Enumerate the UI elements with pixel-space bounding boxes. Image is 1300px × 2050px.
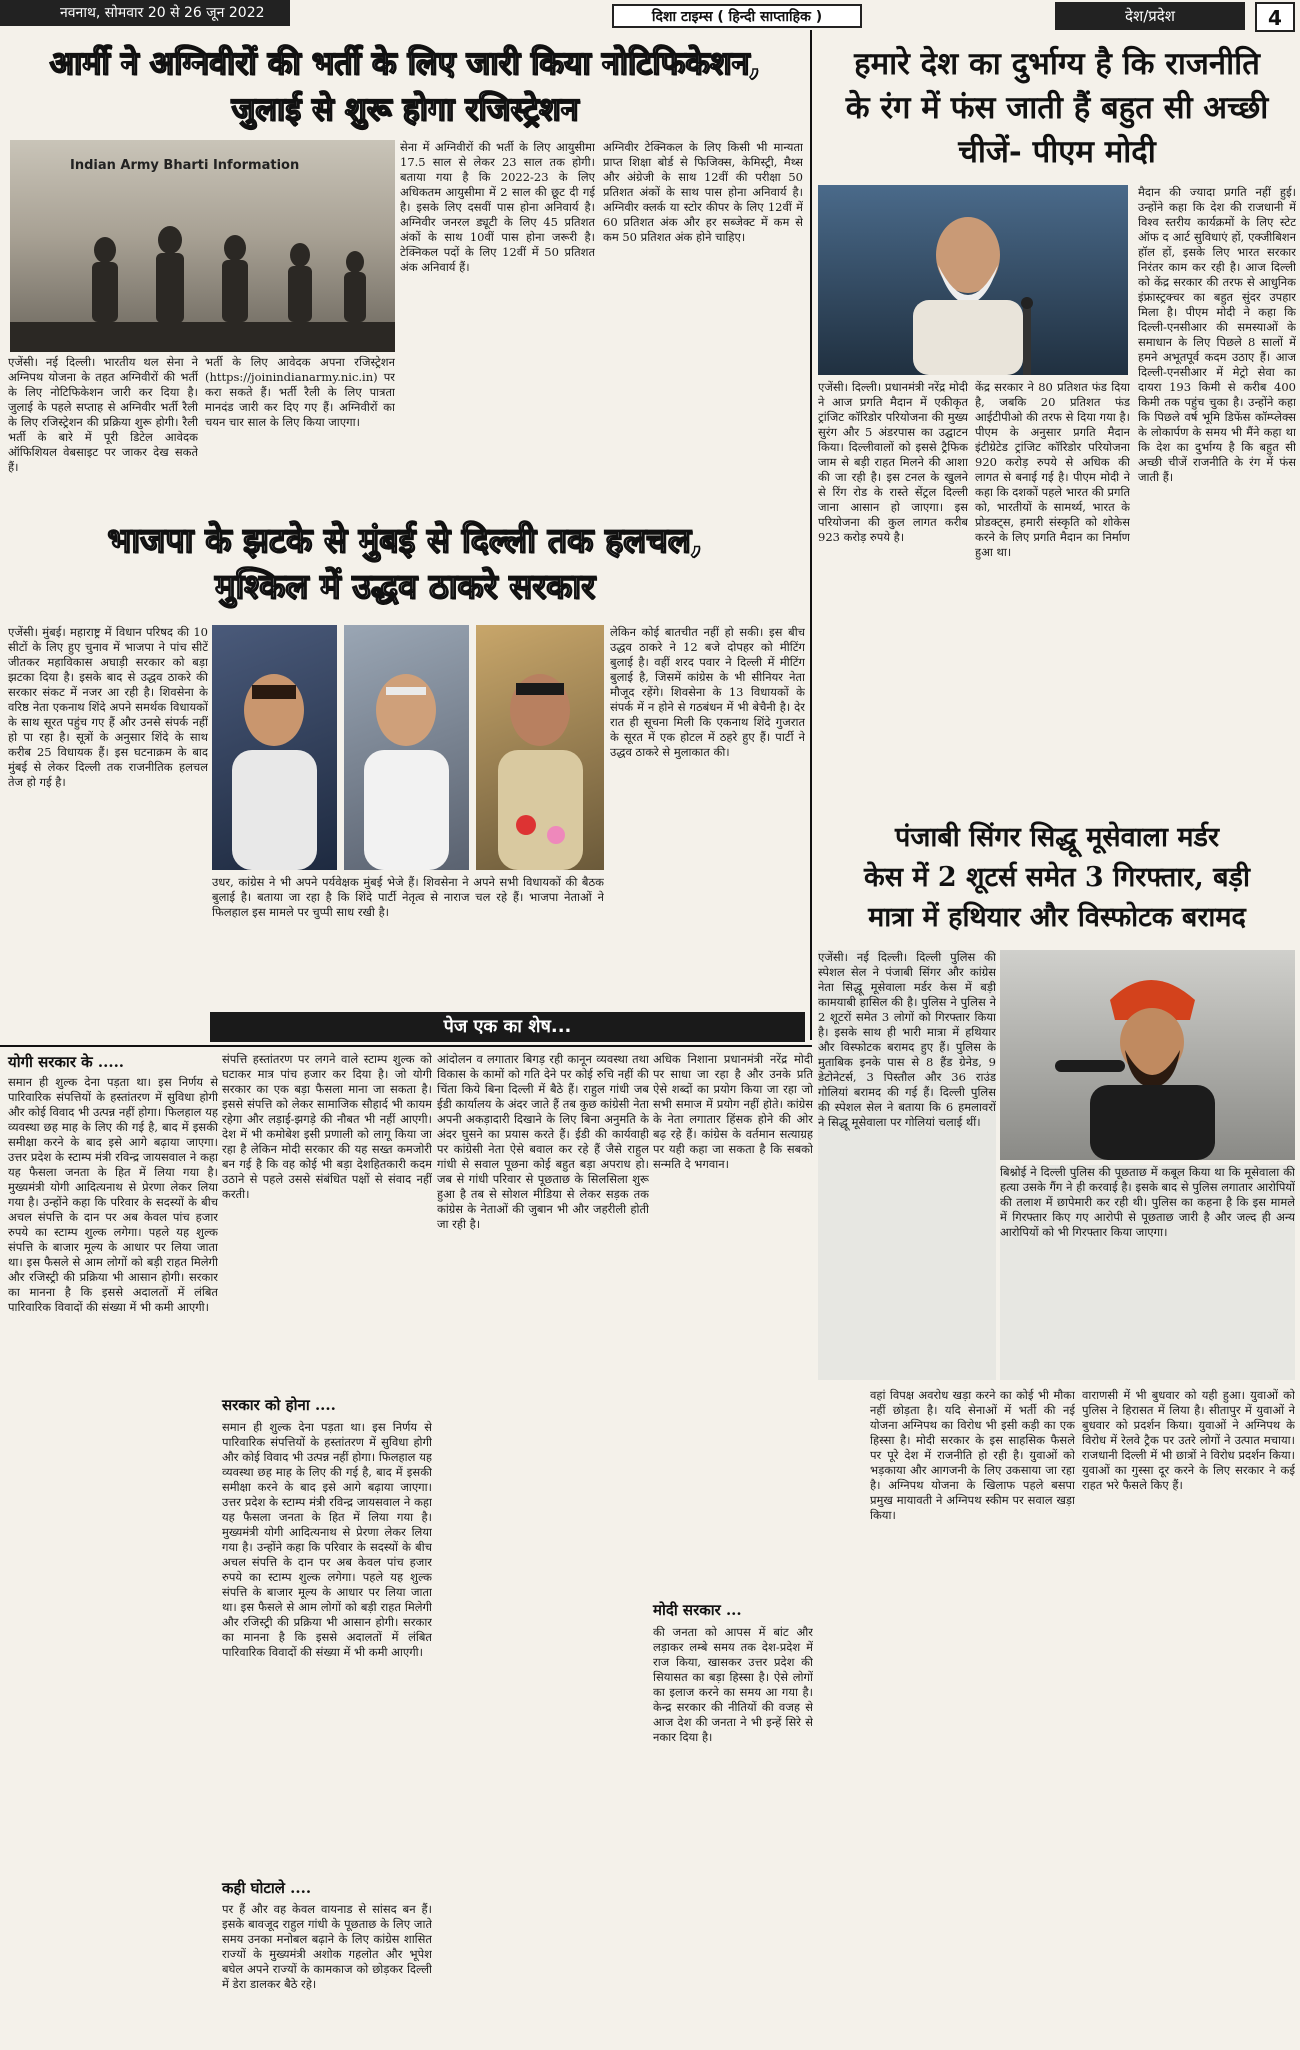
moosewala-headline-line-1: पंजाबी सिंगर सिद्धू मूसेवाला मर्डर	[894, 822, 1219, 853]
modi-body-col-3: मैदान की ज्यादा प्रगति नहीं हुई। उन्होंने कहा कि देश की राजधानी में विश्व स्तरीय कार्यक्रमों के लिए स्टेट ऑफ द आर्ट सुविधाएं हों, एक्जीबिशन हॉल हों, इसके लिए भारत सरकार निरंतर काम कर रही है। आज दिल्ली को केंद्र सरकार की तरफ से आधुनिक इंफ्रास्ट्रक्चर का बहुत सुंदर उपहार मिला है। पीएम मोदी ने कहा कि दिल्ली-एनसीआर की समस्याओं के समाधान के लिए पिछले 8 सालों में हमने अभूतपूर्व कदम उठाए हैं। आज दिल्ली-एनसीआर में मेट्रो सेवा का दायरा 193 किमी से करीब 400 किमी तक पहुंच चुका है। उन्होंने कहा कि पिछले वर्ष भूमि डिफेंस कॉम्प्लेक्स के लोकार्पण के समय भी मैंने कहा था कि देश का दुर्भाग्य है कि बहुत सी अच्छी चीजें राजनीति के रंग में फंस जाती हैं।	[1138, 185, 1296, 484]
moosewala-headline-line-3: मात्रा में हथियार और विस्फोटक बरामद	[868, 902, 1246, 933]
page-one-continuation-band: पेज एक का शेष...	[210, 1012, 805, 1042]
congress-continuation-body: आंदोलन व लगातार बिगड़ रही कानून व्यवस्था तथा विकास के कामों को गति देने पर कोई रुचि नहीं की चिंता किये बिना दिल्ली में बैठे हैं। राहुल गांधी जब ईडी कार्यालय के अंदर जाते हैं तब कुछ कांग्रेसी नेता अपनी अकड़ादारी दिखाने के लिए बिना अनुमति के अंदर घुसने का प्रयास करते हैं। ईडी की कार्यवाही पर कांग्रेसी नेता ऐसे बवाल कर रहे हैं जैसे राहुल गांधी से सवाल पूछना कोई बहुत बड़ा अपराध हो। जब से गांधी परिवार से पूछताछ के सिलसिला शुरू हुआ है तब से सोशल मीडिया से लेकर सड़क तक कांग्रेस के नेताओं की जुबान भी और जहरीली होती जा रही है।	[437, 1052, 649, 1231]
bjp-body-col-3: लेकिन कोई बातचीत नहीं हो सकी। इस बीच उद्धव ठाकरे ने 12 बजे दोपहर को मीटिंग बुलाई है। वहीं शरद पवार ने दिल्ली में मीटिंग बुलाई है, जिसमें कांग्रेस के भी सीनियर नेता मौजूद रहेंगे। शिवसेना के 13 विधायकों के संपर्क में न होने से गठबंधन में भी बेचैनी है। देर रात ही सूचना मिली कि एकनाथ शिंदे गुजरात के सूरत में एक होटल में ठहरे हुए हैं। पार्टी ने उद्धव ठाकरे से मुलाकात की।	[610, 625, 805, 759]
continuation-col-4-top: अधिक निशाना प्रधानमंत्री नरेंद्र मोदी पर साधा जा रहा है और उनके प्रति ऐसे शब्दों का प्रयोग किया जा रहा जो सभी समाज में प्रयोग नहीं होते। कांग्रेस के नेता लगातार हिंसक होने की ओर बढ़ रहे हैं। कांग्रेस के वर्तमान सत्याग्रह पर यही कहा जा सकता है कि सबको सन्मति दे भगवान।	[653, 1052, 813, 1171]
page-number: 4	[1255, 2, 1295, 32]
ghotale-continuation-heading: कही घोटाले ....	[222, 1879, 312, 1897]
moosewala-photo	[1000, 950, 1295, 1160]
sarkar-continuation-body: समान ही शुल्क देना पड़ता था। इस निर्णय से पारिवारिक संपत्तियों के हस्तांतरण में सुविधा होगी और कोई विवाद भी उत्पन्न नहीं होगा। फिलहाल यह व्यवस्था छह माह के लिए की गई है, बाद में इसकी समीक्षा करने के बाद इसे आगे बढ़ाया जाएगा। उत्तर प्रदेश के स्टाम्प मंत्री रविन्द्र जायसवाल ने कहा यह फैसला जनता के हित में लिया गया है। मुख्यमंत्री योगी आदित्यनाथ से प्रेरणा लेकर लिया गया है। उन्होंने कहा कि परिवार के सदस्यों के बीच अचल संपत्ति के दान पर अब केवल पांच हजार रुपये का स्टाम्प शुल्क लगेगा। पहले यह शुल्क संपत्ति के बाजार मूल्य के आधार पर लिया जाता था। इस फैसले से आम लोगों को बड़ी राहत मिलेगी और रजिस्ट्री की प्रक्रिया भी आसान होगी। सरकार का मानना है कि इससे अदालतों में लंबित पारिवारिक विवादों की संख्या में भी कमी आएगी।	[222, 1420, 432, 1659]
army-body-col-1: एजेंसी। नई दिल्ली। भारतीय थल सेना ने अग्निपथ योजना के तहत अग्निवीरों की भर्ती के लिए नोटिफिकेशन जारी कर दिया है। जुलाई के पहले सप्ताह से अग्निवीर भर्ती रैली के लिए रजिस्ट्रेशन की प्रक्रिया शुरू होगी। रैली भर्ती के बारे में पूरी डिटेल आवेदक ऑफिशियल वेबसाइट पर जाकर देख सकते हैं।	[8, 355, 198, 474]
masthead-title: दिशा टाइम्स ( हिन्दी साप्ताहिक )	[612, 4, 862, 28]
ghotale-continuation-body: पर हैं और वह केवल वायनाड से सांसद बन हैं। इसके बावजूद राहुल गांधी के पूछताछ के लिए जाते समय उनका मनोबल बढ़ाने के लिए कांग्रेस शासित राज्यों के मुख्यमंत्री अशोक गहलोत और भूपेश बघेल अपने राज्यों के कामकाज को छोड़कर दिल्ली में डेरा डालकर बैठे रहे।	[222, 1902, 432, 1991]
bjp-photo-collage	[212, 625, 604, 870]
modi-headline-line-1: हमारे देश का दुर्भाग्य है कि राजनीति	[854, 46, 1260, 82]
yogi-continuation-heading: योगी सरकार के .....	[8, 1053, 125, 1071]
sarkar-continuation-body-top: संपत्ति हस्तांतरण पर लगने वाले स्टाम्प शुल्क को घटाकर मात्र पांच हजार कर दिया है। जो योगी सरकार का एक बड़ा फैसला माना जा सकता है। इससे संपत्ति को लेकर सामाजिक सौहार्द भी कायम रहेगा और लड़ाई-झगड़े की नौबत भी नहीं आएगी। देश में भी कमोबेश इसी प्रणाली को लागू किया जा रहा है लेकिन मोदी सरकार की यह सख्त कमजोरी बन गई है कि वह कोई भी बड़ा देशहितकारी कदम उठाने से पहले उससे संबंधित पक्षों से संवाद नहीं करती।	[222, 1052, 432, 1201]
politician-photo-3	[476, 625, 604, 870]
masthead-section: देश/प्रदेश	[1055, 2, 1245, 30]
army-photo-caption: Indian Army Bharti Information	[70, 158, 300, 173]
army-body-col-3: सेना में अग्निवीरों की भर्ती के लिए आयुसीमा 17.5 साल से लेकर 23 साल तक होगी। बताया गया है कि 2022-23 के लिए अधिकतम आयुसीमा में 2 साल की छूट दी गई है। इसके लिए दसवीं पास होना अनिवार्य है। अग्निवीर जनरल ड्यूटी के लिए 45 प्रतिशत अंकों के साथ 10वीं पास होना जरूरी है। टेक्निकल पदों के लिए 12वीं में 50 प्रतिशत अंक अनिवार्य हैं।	[400, 140, 595, 274]
yogi-continuation-body: समान ही शुल्क देना पड़ता था। इस निर्णय से पारिवारिक संपत्तियों के हस्तांतरण में सुविधा होगी और कोई विवाद भी उत्पन्न नहीं होगा। फिलहाल यह व्यवस्था छह माह के लिए की गई है, बाद में इसकी समीक्षा करने के बाद इसे आगे बढ़ाया जाएगा। उत्तर प्रदेश के स्टाम्प मंत्री रविन्द्र जायसवाल ने कहा यह फैसला जनता के हित में लिया गया है। मुख्यमंत्री योगी आदित्यनाथ से प्रेरणा लेकर लिया गया है। उन्होंने कहा कि परिवार के सदस्यों के बीच अचल संपत्ति के दान पर अब केवल पांच हजार रुपये का स्टाम्प शुल्क लगेगा। पहले यह शुल्क संपत्ति के बाजार मूल्य के आधार पर लिया जाता था। इस फैसले से आम लोगों को बड़ी राहत मिलेगी और रजिस्ट्री की प्रक्रिया भी आसान होगी। सरकार का मानना है कि इससे अदालतों में लंबित पारिवारिक विवादों की संख्या में भी कमी आएगी।	[8, 1075, 218, 1314]
bjp-headline-line-1: भाजपा के झटके से मुंबई से दिल्ली तक हलचल,	[107, 521, 703, 561]
section-rule	[0, 1045, 812, 1047]
army-headline-line-1: आर्मी ने अग्निवीरों की भर्ती के लिए जारी किया नोटिफिकेशन,	[49, 44, 761, 82]
continuation-col-6: वाराणसी में भी बुधवार को यही हुआ। युवाओं को पुलिस ने हिरासत में लिया है। सीतापुर में युवाओं ने बुधवार को प्रदर्शन किया। युवाओं ने अग्निपथ के विरोध में रेलवे ट्रैक पर उतरे लोगों ने उत्पात मचाया। राजधानी दिल्ली में भी छात्रों ने विरोध प्रदर्शन किया। युवाओं का गुस्सा दूर करने के लिए सरकार ने कई राहत भरे फैसले किए हैं।	[1082, 1388, 1295, 1492]
continuation-col-5: वहां विपक्ष अवरोध खड़ा करने का कोई भी मौका नहीं छोड़ता है। यदि सेनाओं में भर्ती की नई योजना अग्निपथ का विरोध भी इसी कड़ी का एक हिस्सा है। मोदी सरकार के इस साहसिक फैसले पर पूरे देश में राजनीति हो रही है। युवाओं को भड़काया और आगजनी के लिए उकसाया जा रहा है। अग्निपथ योजना के खिलाफ पहले बसपा प्रमुख मायावती ने अग्निपथ स्कीम पर सवाल खड़ा किया।	[870, 1388, 1075, 1522]
politician-photo-2	[344, 625, 469, 870]
modi-headline-line-2: के रंग में फंस जाती हैं बहुत सी अच्छी	[845, 90, 1269, 126]
politician-photo-1	[212, 625, 337, 870]
moosewala-body-col-1: एजेंसी। नई दिल्ली। दिल्ली पुलिस की स्पेशल सेल ने पंजाबी सिंगर और कांग्रेस नेता सिद्धू मूसेवाला मर्डर केस में बड़ी कामयाबी हासिल की है। पुलिस ने पुलिस ने 2 शूटरों समेत 3 लोगों को गिरफ्तार किया है। इसके साथ ही भारी मात्रा में हथियार और विस्फोटक बरामद हुए हैं। पुलिस के मुताबिक इनके पास से 8 हैंड ग्रेनेड, 9 डेटोनेटर्स, 3 पिस्तौल और 36 राउंड गोलियां बरामद की गई हैं। दिल्ली पुलिस की स्पेशल सेल ने बताया कि 6 हमलावरों ने सिद्धू मूसेवाला पर गोलियां चलाई थीं।	[818, 950, 996, 1380]
army-headline-line-2: जुलाई से शुरू होगा रजिस्ट्रेशन	[231, 90, 579, 128]
column-divider	[810, 30, 812, 1040]
modi-body-col-2: केंद्र सरकार ने 80 प्रतिशत फंड दिया है, जबकि 20 प्रतिशत फंड आईटीपीओ की तरफ से दिया गया है। पीएम के अनुसार प्रगति मैदान इंटीग्रेटेड ट्रांजिट कॉरिडोर परियोजना 920 करोड़ रुपये से अधिक की लागत से बनाई गई है। पीएम मोदी ने कहा कि दशकों पहले भारत की प्रगति को, भारतीयों के सामर्थ्य, भारत के प्रोडक्ट्स, हमारी संस्कृति को शोकेस करने के लिए प्रगति मैदान का निर्माण हुआ था।	[975, 380, 1130, 559]
modi-photo	[818, 185, 1128, 375]
modi-body-col-1: एजेंसी। दिल्ली। प्रधानमंत्री नरेंद्र मोदी ने आज प्रगति मैदान में एकीकृत ट्रांजिट कॉरिडोर परियोजना की मुख्य सुरंग और 5 अंडरपास का उद्घाटन किया। दिल्लीवालों को इससे ट्रैफिक जाम से बड़ी राहत मिलने की आशा की जा रही है। इस टनल के खुलने से रिंग रोड के रास्ते सेंट्रल दिल्ली जाना आसान हो जाएगा। इस परियोजना की कुल लागत करीब 923 करोड़ रुपये है।	[818, 380, 968, 544]
modi-sarkar-continuation-heading: मोदी सरकार ...	[653, 1601, 742, 1619]
army-photo	[10, 140, 395, 352]
soldiers-silhouette-image	[10, 140, 395, 352]
moosewala-body-col-2: बिश्नोई ने दिल्ली पुलिस की पूछताछ में कबूल किया था कि मूसेवाला की हत्या उसके गैंग ने ही करवाई है। इसके बाद से पुलिस लगातार आरोपियों की तलाश में छापेमारी कर रही थी। पुलिस का कहना है कि इस मामले में गिरफ्तार किए गए आरोपी से पूछताछ जारी है और जल्द ही अन्य आरोपियों को भी गिरफ्तार किया जाएगा।	[1000, 1165, 1295, 1380]
bjp-body-col-2: उधर, कांग्रेस ने भी अपने पर्यवेक्षक मुंबई भेजे हैं। शिवसेना ने अपने सभी विधायकों की बैठक बुलाई है। बताया जा रहा है कि शिंदे पार्टी नेतृत्व से नाराज चल रहे हैं। भाजपा नेताओं ने फिलहाल इस मामले पर चुप्पी साध रखी है।	[212, 875, 604, 919]
army-body-col-4: अग्निवीर टेक्निकल के लिए किसी भी मान्यता प्राप्त शिक्षा बोर्ड से फिजिक्स, केमिस्ट्री, मैथ्स और अंग्रेजी के साथ 12वीं की परीक्षा 50 प्रतिशत अंकों के साथ पास होना अनिवार्य है। अग्निवीर क्लर्क या स्टोर कीपर के लिए 12वीं में 60 प्रतिशत अंक और हर सब्जेक्ट में कम से कम 50 प्रतिशत अंक होने चाहिए।	[603, 140, 803, 244]
modi-sarkar-continuation-body: की जनता को आपस में बांट और लड़ाकर लम्बे समय तक देश-प्रदेश में राज किया, खासकर उत्तर प्रदेश की सियासत का बड़ा हिस्सा है। ऐसे लोगों का इलाज करने का समय आ गया है। केन्द्र सरकार की नीतियों की वजह से आज देश की जनता ने भी इन्हें सिरे से नकार दिया है।	[653, 1625, 813, 1744]
bjp-headline-line-2: मुश्किल में उद्धव ठाकरे सरकार	[215, 567, 595, 607]
masthead-date: नवनाथ, सोमवार 20 से 26 जून 2022	[0, 0, 290, 26]
army-body-col-2: भर्ती के लिए आवेदक अपना रजिस्ट्रेशन (https://joinindianarmy.nic.in) पर करा सकते हैं। भर्ती रैली के लिए पात्रता मानदंड जारी कर दिए गए हैं। अग्निवीरों का चयन चार साल के लिए किया जाएगा।	[205, 355, 395, 429]
modi-headline-line-3: चीजें- पीएम मोदी	[958, 134, 1156, 170]
moosewala-headline-line-2: केस में 2 शूटर्स समेत 3 गिरफ्तार, बड़ी	[864, 862, 1250, 893]
sarkar-continuation-heading: सरकार को होना ....	[222, 1396, 336, 1414]
bjp-body-col-1: एजेंसी। मुंबई। महाराष्ट्र में विधान परिषद की 10 सीटों के लिए हुए चुनाव में भाजपा ने पांच सीटें जीतकर महाविकास अघाड़ी सरकार को बड़ा झटका दिया है। इसके बाद से उद्धव ठाकरे की सरकार संकट में नजर आ रही है। शिवसेना के वरिष्ठ नेता एकनाथ शिंदे अपने समर्थक विधायकों के साथ सूरत पहुंच गए हैं और उनसे संपर्क नहीं हो पा रहा है। सूत्रों के अनुसार शिंदे के साथ करीब 25 विधायक हैं। इस घटनाक्रम के बाद मुंबई से लेकर दिल्ली तक राजनीतिक हलचल तेज हो गई है।	[8, 625, 208, 789]
